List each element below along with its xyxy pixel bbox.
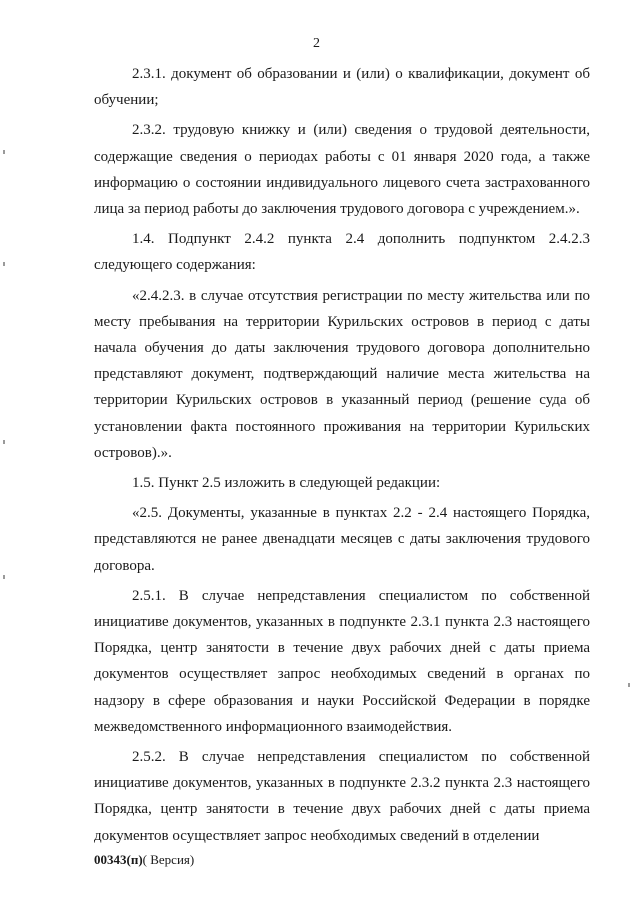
- scan-mark: [3, 262, 5, 266]
- paragraph-1-4: 1.4. Подпункт 2.4.2 пункта 2.4 дополнить подпунктом 2.4.2.3 следующего содержания:: [94, 231, 590, 274]
- scan-mark: [3, 150, 5, 154]
- footer: [94, 852, 194, 868]
- paragraph-2-3-1: 2.3.1. документ об образовании и (или) о квалификации, документ об обучении;: [94, 66, 590, 109]
- document-code: 00343(п): [94, 852, 143, 867]
- paragraph-2-4-2-3: «2.4.2.3. в случае отсутствия регистрации по месту жительства или по месту пребывания на территории Курильских островов в период с даты начала обучения до даты заключения трудового договора дополнительно представляют документ, подтверждающий наличие места жительства на территории Курильских островов в указанный период (решение суда об установлении факта постоянного проживания на территории Курильских островов).».: [94, 287, 590, 461]
- paragraph-2-5: «2.5. Документы, указанные в пунктах 2.2 - 2.4 настоящего Порядка, представляются не ранее двенадцати месяцев с даты заключения трудового договора.: [94, 505, 590, 574]
- paragraph-2-5-1: 2.5.1. В случае непредставления специалистом по собственной инициативе документов, указанных в подпункте 2.3.1 пункта 2.3 настоящего Порядка, центр занятости в течение двух рабочих дней с даты приема документов осуществляет запрос необходимых сведений в органах по надзору в сфере образования и науки Российской Федерации в порядке межведомственного информационного взаимодействия.: [94, 587, 590, 735]
- scan-mark: [3, 440, 5, 444]
- scan-mark: [3, 575, 5, 579]
- document-version: ( Версия): [142, 852, 195, 867]
- page-number: 2: [313, 36, 320, 51]
- scan-mark: [628, 683, 630, 687]
- paragraph-1-5: 1.5. Пункт 2.5 изложить в следующей редакции:: [132, 475, 441, 492]
- paragraph-2-5-2: 2.5.2. В случае непредставления специалистом по собственной инициативе документов, указанных в подпункте 2.3.2 пункта 2.3 настоящего Порядка, центр занятости в течение двух рабочих дней с даты приема документов осуществляет запрос необходимых сведений в отделении: [94, 749, 590, 844]
- document-body: [94, 61, 590, 853]
- paragraph-2-3-2: 2.3.2. трудовую книжку и (или) сведения о трудовой деятельности, содержащие сведения о периодах работы с 01 января 2020 года, а также информацию о состоянии индивидуального лицевого счета застрахованного лица за период работы до заключения трудового договора с учреждением.».: [94, 122, 590, 218]
